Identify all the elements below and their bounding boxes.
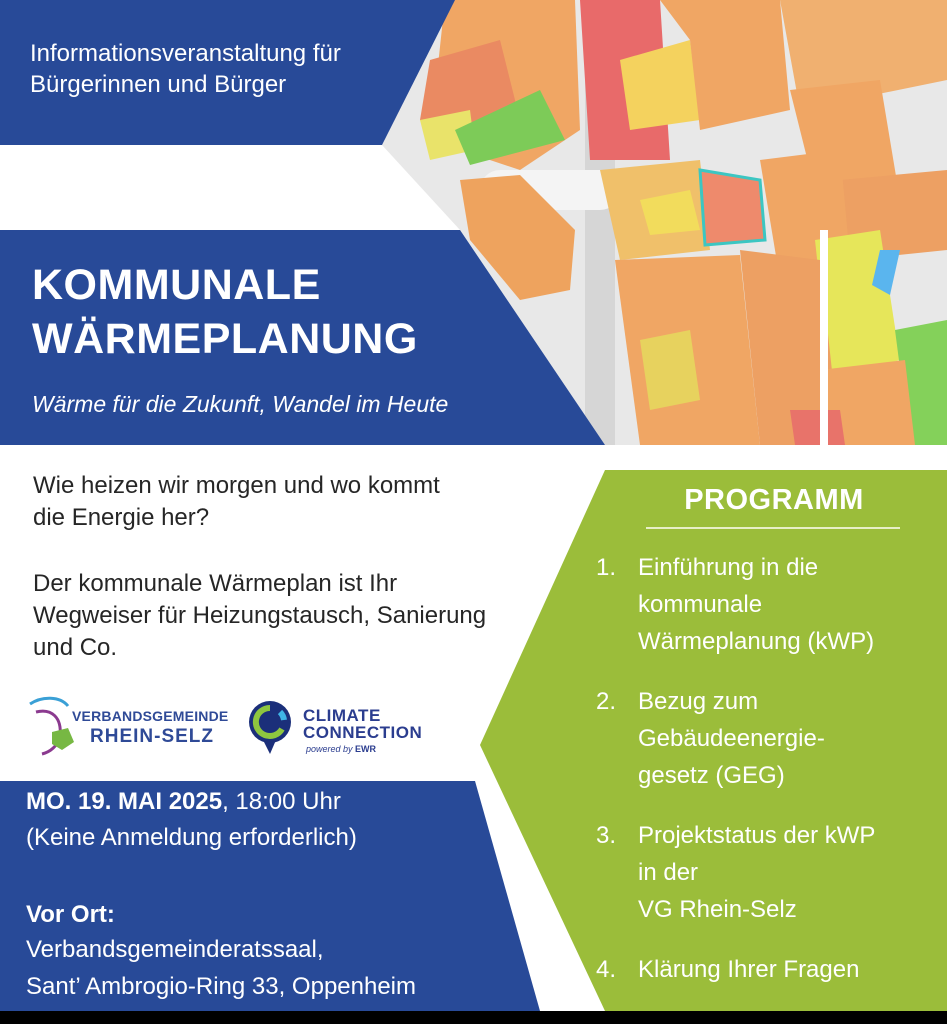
program-item-1 [638, 549, 938, 660]
program-title: PROGRAMM [684, 484, 864, 516]
climate-connection-logo-icon [246, 698, 294, 756]
event-date: MO. 19. MAI 2025 [26, 788, 223, 815]
venue-name: Verbandsgemeinderatssaal, [26, 936, 324, 963]
verbandsgemeinde-logo-icon [22, 692, 222, 758]
intro-description: Der kommunale Wärmeplan ist Ihr Wegweiser für Heizungstausch, Sanierung und Co. [33, 570, 487, 661]
title-line-2: WÄRMEPLANUNG [32, 315, 418, 363]
tagline: Wärme für die Zukunft, Wandel im Heute [32, 391, 449, 417]
program-divider [646, 527, 900, 529]
program-item-3-line: VG Rhein-Selz [638, 896, 797, 923]
cc-powered-text: powered by [306, 744, 353, 754]
program-item-1-number: 1. [596, 554, 617, 581]
event-date-time [26, 787, 341, 817]
event-subtitle: Informationsveranstaltung für Bürgerinnen und Bürger [30, 40, 341, 98]
bottom-border [0, 1011, 947, 1024]
program-item-2-line: gesetz (GEG) [638, 762, 785, 789]
cc-logo-line-2: CONNECTION [303, 723, 423, 742]
venue-address: Sant’ Ambrogio-Ring 33, Oppenheim [26, 973, 416, 1000]
title-line-1: KOMMUNALE [32, 261, 321, 309]
intro-question: Wie heizen wir morgen und wo kommt die Energie her? [33, 472, 440, 531]
program-item-1-line: Einführung in die [638, 554, 819, 581]
program-item-4-line: Klärung Ihrer Fragen [638, 956, 860, 983]
program-item-2 [638, 683, 938, 794]
venue-label: Vor Ort: [26, 901, 115, 928]
cc-logo-powered-by [306, 744, 376, 754]
cc-brand-text: EWR [355, 744, 377, 754]
program-item-3-line: Projektstatus der kWP [638, 822, 876, 849]
registration-note: (Keine Anmeldung erforderlich) [26, 824, 357, 851]
program-item-3 [638, 817, 938, 928]
program-item-4 [638, 951, 938, 988]
event-time: , 18:00 Uhr [222, 788, 341, 815]
program-item-3-number: 3. [596, 822, 617, 849]
program-item-2-number: 2. [596, 688, 617, 715]
program-item-1-line: kommunale [638, 591, 763, 618]
program-item-1-line: Wärmeplanung (kWP) [638, 628, 875, 655]
program-item-2-line: Gebäudeenergie- [638, 725, 825, 752]
program-item-2-line: Bezug zum [638, 688, 759, 715]
cc-logo-line-1: CLIMATE [303, 706, 381, 725]
program-item-4-number: 4. [596, 956, 617, 983]
vg-logo-line-2: RHEIN-SELZ [90, 726, 214, 747]
program-item-3-line: in der [638, 859, 699, 886]
vg-logo-line-1: VERBANDSGEMEINDE [72, 708, 229, 724]
